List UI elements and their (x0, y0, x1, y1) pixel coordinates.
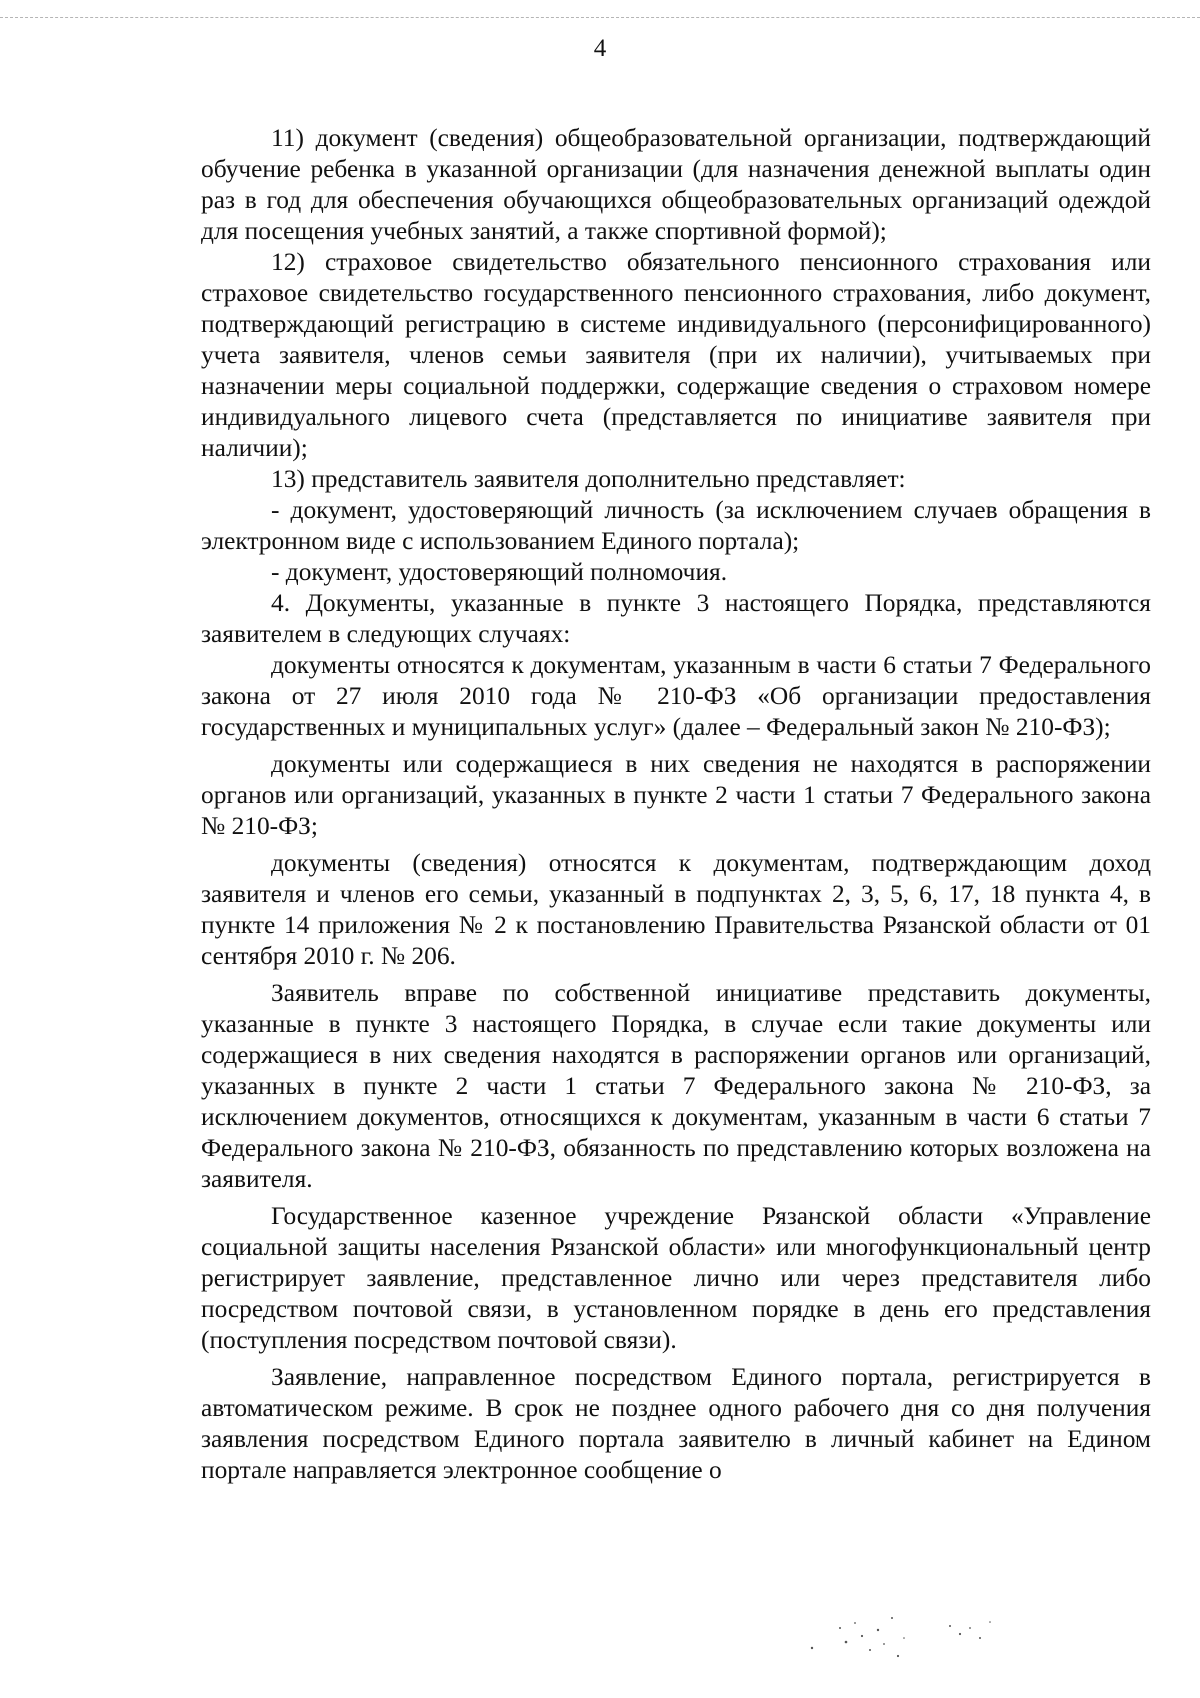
paragraph-subitem-authority: - документ, удостоверяющий полномочия. (271, 558, 728, 586)
paragraph-registration: Государственное казенное учреждение Рязанской области «Управление социальной защиты населения Рязанской области» или многофункциональный центр регистрирует заявление, представленное лично или через представителя либо посредством почтовой связи, в установленном порядке в день его представления (поступления посредством почтовой связи). (201, 1202, 1151, 1354)
page-number: 4 (593, 35, 607, 62)
paragraph-item-11: 11) документ (сведения) общеобразовательной организации, подтверждающий обучение ребенка в указанной организации (для назначения денежной выплаты один раз в год для обеспечения обучающихся общеобразовательных организаций одеждой для посещения учебных занятий, а также спортивной формой); (201, 124, 1151, 245)
paragraph-applicant-right: Заявитель вправе по собственной инициативе представить документы, указанные в пункте 3 настоящего Порядка, в случае если такие документы или содержащиеся в них сведения находятся в распоряжении органов или организаций, указанных в пункте 2 части 1 статьи 7 Федерального закона № 210-ФЗ, за исключением документов, относящихся к документам, указанным в части 6 статьи 7 Федерального закона № 210-ФЗ, обязанность по представлению которых возложена на заявителя. (201, 979, 1151, 1193)
paragraph-portal: Заявление, направленное посредством Единого портала, регистрируется в автоматическом режиме. В срок не позднее одного рабочего дня со дня получения заявления посредством Единого портала заявителю в личный кабинет на Едином портале направляется электронное сообщение о (201, 1363, 1151, 1484)
paragraph-case-3: документы (сведения) относятся к документам, подтверждающим доход заявителя и членов его семьи, указанный в подпунктах 2, 3, 5, 6, 17, 18 пункта 4, в пункте 14 приложения № 2 к постановлению Правительства Рязанской области от 01 сентября 2010 г. № 206. (201, 849, 1151, 970)
paragraph-item-13: 13) представитель заявителя дополнительно представляет: (271, 465, 906, 493)
paragraph-subitem-identity: - документ, удостоверяющий личность (за исключением случаев обращения в электронном виде с использованием Единого портала); (201, 496, 1151, 555)
paragraph-section-4: 4. Документы, указанные в пункте 3 настоящего Порядка, представляются заявителем в следующих случаях: (201, 589, 1151, 648)
scan-noise-marks (800, 1598, 1030, 1668)
document-body (201, 123, 1151, 1486)
paragraph-item-12: 12) страховое свидетельство обязательного пенсионного страхования или страховое свидетельство государственного пенсионного страхования, либо документ, подтверждающий регистрацию в системе индивидуального (персонифицированного) учета заявителя, членов семьи заявителя (при их наличии), учитываемых при назначении меры социальной поддержки, содержащие сведения о страховом номере индивидуального лицевого счета (представляется по инициативе заявителя при наличии); (201, 248, 1151, 462)
paragraph-case-1: документы относятся к документам, указанным в части 6 статьи 7 Федерального закона от 27 июля 2010 года № 210-ФЗ «Об организации предоставления государственных и муниципальных услуг» (далее – Федеральный закон № 210-ФЗ); (201, 651, 1151, 741)
scan-top-edge (0, 17, 1200, 18)
paragraph-case-2: документы или содержащиеся в них сведения не находятся в распоряжении органов или организаций, указанных в пункте 2 части 1 статьи 7 Федерального закона № 210-ФЗ; (201, 750, 1151, 840)
